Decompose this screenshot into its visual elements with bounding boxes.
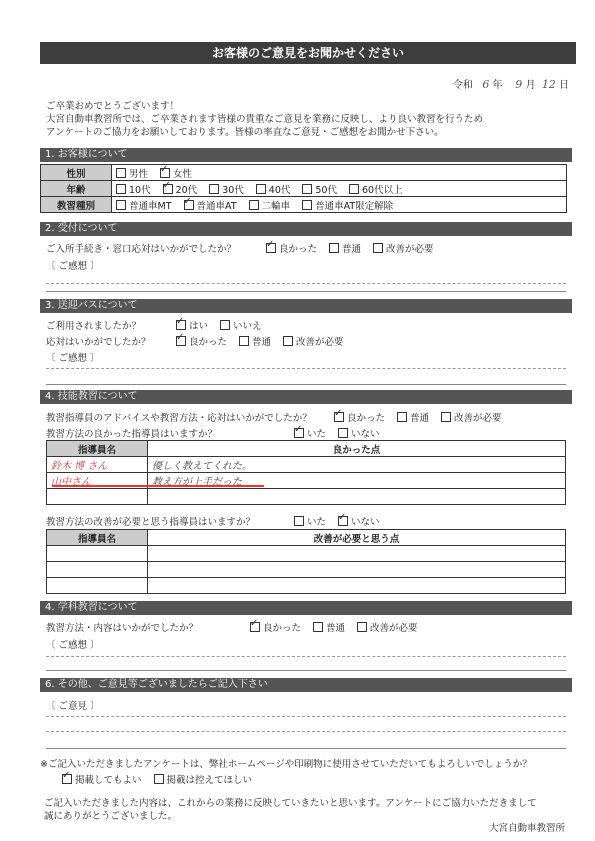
option-label: 良かった [263, 623, 302, 634]
divider [46, 716, 566, 717]
checkbox-icon[interactable] [220, 320, 230, 330]
checkbox-option[interactable] [441, 410, 502, 424]
good-point: 優しく教えてくれた。 [148, 457, 566, 473]
checkbox-option[interactable] [62, 772, 142, 786]
reception-question [46, 241, 236, 255]
gender-label: 性別 [41, 165, 112, 181]
good-point: 教え方が上手だった [148, 473, 566, 489]
date-day-unit: 日 [559, 80, 569, 91]
checkbox-icon[interactable] [329, 243, 339, 253]
bus-service-question: 応対はいかがでしたか？ [46, 337, 151, 348]
option-label: 二輪車 [261, 200, 291, 212]
checked-box-icon[interactable] [250, 622, 260, 632]
intro-text [46, 100, 566, 139]
good-instructor-question: 教習方法の良かった指導員はいますか？ [46, 429, 218, 440]
checkbox-option[interactable] [250, 620, 301, 634]
checkbox-option[interactable] [294, 426, 326, 440]
table-row [41, 181, 567, 197]
checkbox-icon[interactable] [338, 428, 348, 438]
bus-comment-label: 〔 ご感想 〕 [46, 353, 100, 364]
checkbox-icon[interactable] [283, 336, 293, 346]
option-label: 20代 [175, 184, 198, 196]
course-label: 教習種別 [41, 197, 112, 213]
checkbox-option[interactable] [116, 182, 151, 196]
option-label: 10代 [129, 184, 151, 196]
age-options [112, 181, 567, 197]
option-label: 改善が必要 [386, 244, 434, 255]
option-label: はい [189, 321, 209, 332]
bus-service-options [176, 334, 356, 348]
checkbox-option[interactable] [256, 182, 291, 196]
checkbox-icon[interactable] [397, 412, 407, 422]
checkbox-icon[interactable] [441, 412, 451, 422]
checkbox-option[interactable] [302, 198, 393, 212]
option-label: 良かった [347, 413, 386, 424]
intro-line: ご卒業おめでとうございます！ [46, 101, 180, 112]
option-label: 普通 [342, 244, 362, 255]
table-row [47, 530, 566, 546]
checkbox-option[interactable] [338, 514, 380, 528]
option-label: 普通 [252, 337, 272, 348]
publish-options [62, 772, 264, 786]
checkbox-icon[interactable] [256, 184, 266, 194]
bad-instructor-options [294, 514, 392, 528]
checkbox-icon[interactable] [349, 184, 359, 194]
option-label: 普通 [326, 623, 346, 634]
option-label: 改善が必要 [454, 413, 502, 424]
checked-box-icon[interactable] [334, 412, 344, 422]
option-label: いない [351, 429, 380, 440]
checkbox-option[interactable] [349, 182, 403, 196]
checkbox-icon[interactable] [313, 622, 323, 632]
divider [46, 291, 566, 292]
checked-box-icon[interactable] [338, 516, 348, 526]
divider [46, 283, 566, 284]
date-year: 6 [482, 78, 490, 91]
checkbox-option[interactable] [163, 182, 198, 196]
intro-line: アンケートのご協力をお願いしております。皆様の率直なご意見・ご感想をお聞かせ下さい。 [46, 127, 444, 138]
section-classroom: 4. 学科教習について [40, 601, 572, 615]
checkbox-option[interactable] [373, 241, 434, 255]
checkbox-icon[interactable] [357, 622, 367, 632]
option-label: 掲載は控えてほしい [166, 775, 253, 786]
checkbox-option[interactable] [294, 514, 326, 528]
gender-options [112, 165, 567, 181]
checkbox-icon[interactable] [302, 184, 312, 194]
checkbox-option[interactable] [357, 620, 418, 634]
red-underline [52, 485, 264, 487]
option-label: 30代 [222, 184, 244, 196]
checkbox-option[interactable] [338, 426, 380, 440]
table-row [47, 441, 566, 457]
checked-box-icon[interactable] [160, 168, 170, 178]
checkbox-option[interactable] [176, 334, 227, 348]
checked-box-icon[interactable] [176, 320, 186, 330]
date-day: 12 [541, 78, 556, 91]
option-label: 普通車AT限定解除 [315, 200, 394, 212]
checkbox-option[interactable] [209, 182, 244, 196]
table-row [47, 546, 566, 562]
checkbox-option[interactable] [249, 198, 291, 212]
classroom-comment-label: 〔 ご感想 〕 [46, 640, 100, 651]
date-month-unit: 月 [525, 80, 536, 91]
table-row [47, 457, 566, 473]
publish-question: ※ご記入いただきましたアンケートは、弊社ホームページや印刷物に使用させていただいてもよろしいでしょうか？ [40, 759, 532, 770]
driving-advice-options [334, 410, 514, 424]
column-header: 改善が必要と思う点 [148, 530, 566, 546]
checkbox-icon[interactable] [373, 243, 383, 253]
date-month: 9 [515, 78, 523, 91]
checkbox-option[interactable] [239, 334, 271, 348]
checkbox-option[interactable] [184, 198, 237, 212]
driving-advice-question: 教習指導員のアドバイスや教習方法・応対はいかがでしたか？ [46, 413, 312, 424]
intro-line: 大宮自動車教習所では、ご卒業されます皆様の貴重なご意見を業務に反映し、より良い教習を行うため [46, 114, 484, 125]
column-header: 指導員名 [47, 530, 148, 546]
checkbox-option[interactable] [313, 620, 345, 634]
bad-instructor-table [46, 529, 566, 594]
checkbox-option[interactable] [334, 410, 385, 424]
divider [46, 368, 566, 369]
bad-instructor-question: 教習方法の改善が必要と思う指導員はいますか？ [46, 517, 256, 528]
option-label: 普通車AT [196, 200, 237, 212]
option-label: いた [307, 429, 327, 440]
section-bus: 3. 送迎バスについて [40, 299, 572, 313]
checked-box-icon[interactable] [184, 200, 194, 210]
checked-box-icon[interactable] [62, 774, 72, 784]
reception-comment-label: 〔 ご感想 〕 [46, 261, 100, 272]
divider [46, 748, 566, 749]
option-label: 男性 [129, 168, 149, 180]
divider [46, 670, 566, 671]
instructor-name: 鈴木 博 さん [47, 457, 148, 473]
other-comment-label: 〔 ご意見 〕 [46, 701, 100, 712]
age-label: 年齢 [41, 181, 112, 197]
checkbox-icon[interactable] [249, 200, 259, 210]
checkbox-icon[interactable] [209, 184, 219, 194]
good-instructor-options [294, 426, 392, 440]
checkbox-icon[interactable] [154, 774, 164, 784]
option-label: 良かった [279, 244, 318, 255]
table-row [41, 197, 567, 213]
option-label: いいえ [233, 321, 262, 332]
classroom-question: 教習方法・内容はいかがでしたか？ [46, 623, 199, 634]
option-label: 普通車MT [129, 200, 172, 212]
checkbox-icon[interactable] [239, 336, 249, 346]
thanks-line-1: ご記入いただきました内容は、これからの業務に反映していきたいと思います。アンケートにご協力いただきまして [44, 798, 537, 809]
checkbox-icon[interactable] [116, 200, 126, 210]
checkbox-option[interactable] [302, 182, 337, 196]
good-instructor-table [46, 440, 566, 505]
checkbox-option[interactable] [283, 334, 344, 348]
company-name: 大宮自動車教習所 [488, 823, 565, 834]
checkbox-option[interactable] [116, 198, 172, 212]
table-row [47, 578, 566, 594]
checkbox-icon[interactable] [294, 516, 304, 526]
page-title: お客様のご意見をお聞かせください [40, 42, 576, 64]
option-label: 60代以上 [361, 184, 403, 196]
option-label: 良かった [189, 337, 228, 348]
section-other: 6. その他、ご意見等ございましたらご記入下さい [40, 678, 572, 692]
checkbox-option[interactable] [266, 241, 317, 255]
table-row [47, 562, 566, 578]
checkbox-option[interactable] [329, 241, 361, 255]
option-label: 50代 [315, 184, 337, 196]
option-label: 改善が必要 [370, 623, 418, 634]
reception-options [266, 241, 446, 255]
course-options [112, 197, 567, 213]
date-era: 令和 [452, 80, 473, 91]
bus-use-options [176, 318, 274, 332]
divider [46, 656, 566, 657]
option-label: 掲載してもよい [75, 775, 142, 786]
checkbox-option[interactable] [176, 318, 208, 332]
option-label: 普通 [410, 413, 430, 424]
checkbox-icon[interactable] [116, 168, 126, 178]
table-row [41, 165, 567, 181]
checked-box-icon[interactable] [266, 243, 276, 253]
table-row [47, 489, 566, 505]
option-label: いない [351, 517, 380, 528]
checked-box-icon[interactable] [163, 184, 173, 194]
classroom-options [250, 620, 430, 634]
section-driving: 4. 技能教習について [40, 390, 572, 404]
checkbox-option[interactable] [397, 410, 429, 424]
column-header: 指導員名 [47, 441, 148, 457]
checkbox-icon[interactable] [302, 200, 312, 210]
date-year-unit: 年 [492, 80, 503, 91]
bus-use-question: ご利用されましたか？ [46, 321, 142, 332]
checkbox-icon[interactable] [116, 184, 126, 194]
thanks-line-2: 誠にありがとうございました。 [44, 811, 178, 822]
checkbox-option[interactable] [154, 772, 253, 786]
divider [46, 384, 566, 385]
section-customer: 1. お客様について [40, 148, 572, 162]
customer-table [40, 164, 567, 213]
question-text: ご入所手続き・窓口応対はいかがでしたか？ [46, 244, 237, 255]
column-header: 良かった点 [148, 441, 566, 457]
checkbox-option[interactable] [220, 318, 262, 332]
checked-box-icon[interactable] [176, 336, 186, 346]
instructor-name: 山中さん [47, 473, 148, 489]
divider [46, 731, 566, 732]
section-reception: 2. 受付について [40, 222, 572, 236]
date [453, 76, 569, 91]
checkbox-option[interactable] [116, 166, 148, 180]
option-label: 40代 [268, 184, 291, 196]
option-label: 改善が必要 [296, 337, 344, 348]
option-label: 女性 [173, 168, 193, 180]
option-label: いた [307, 517, 327, 528]
checked-box-icon[interactable] [294, 428, 304, 438]
checkbox-option[interactable] [160, 166, 192, 180]
